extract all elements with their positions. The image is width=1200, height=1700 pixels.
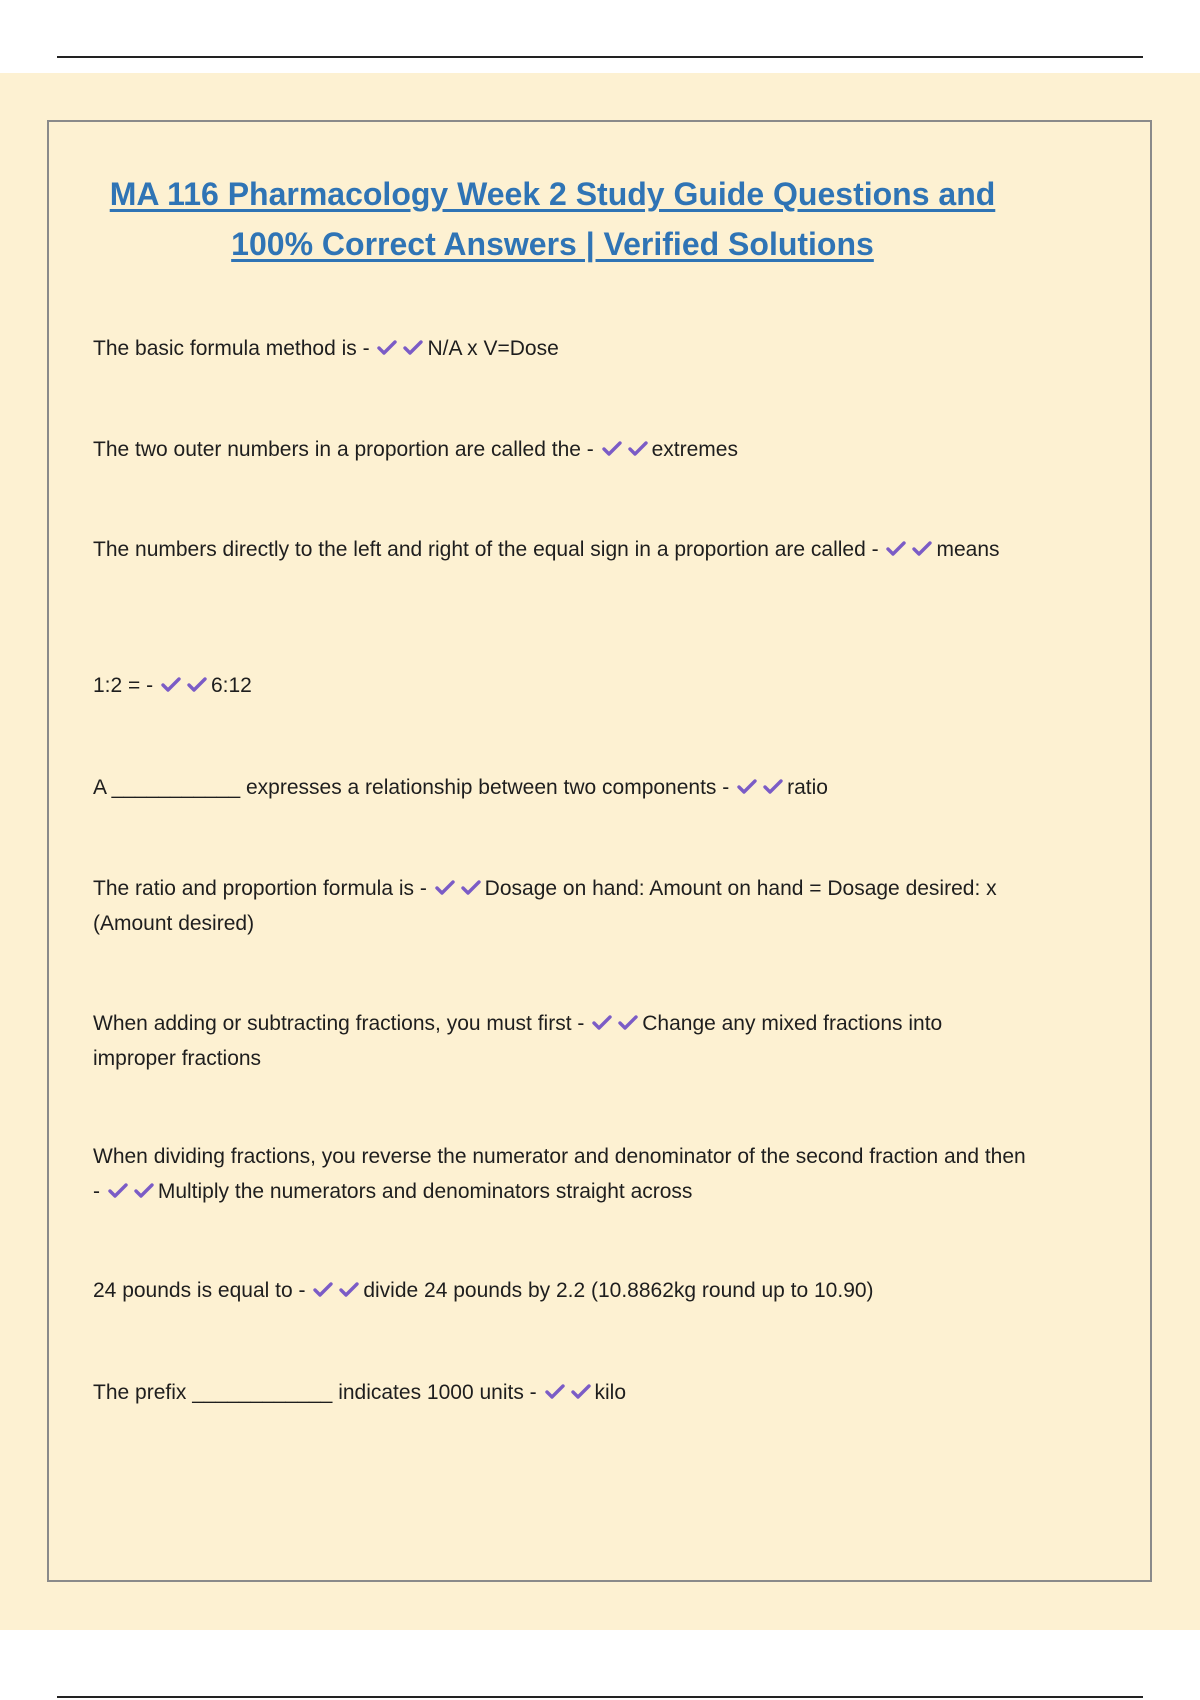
answer-text: means — [936, 538, 1000, 561]
answer-text: ratio — [787, 776, 828, 799]
check-icon — [159, 675, 185, 695]
check-icon — [132, 1181, 158, 1201]
qa-item-1 — [93, 331, 1028, 366]
check-icon — [185, 675, 211, 695]
answer-text: divide 24 pounds by 2.2 (10.8862kg round up to 10.90) — [363, 1279, 874, 1302]
qa-item-6 — [93, 871, 1028, 941]
check-icon — [433, 878, 459, 898]
answer-text: extremes — [651, 438, 738, 461]
check-icon — [590, 1013, 616, 1033]
check-icon — [735, 777, 761, 797]
question-text: When dividing fractions, you reverse the numerator and denominator of the second fraction and then - — [93, 1145, 1026, 1203]
check-icon — [910, 539, 936, 559]
answer-text: Change any mixed fractions into improper fractions — [93, 1012, 943, 1070]
question-text: The ratio and proportion formula is - — [93, 877, 427, 900]
question-text: 1:2 = - — [93, 674, 154, 697]
answer-text: Dosage on hand: Amount on hand = Dosage desired: x (Amount desired) — [93, 877, 997, 935]
check-icon — [600, 439, 626, 459]
question-text: The two outer numbers in a proportion are called the - — [93, 438, 594, 461]
qa-item-3 — [93, 532, 1028, 567]
check-icon — [375, 338, 401, 358]
header-rule — [57, 56, 1143, 58]
document-title: MA 116 Pharmacology Week 2 Study Guide Questions and 100% Correct Answers | Verified Solutions — [109, 176, 996, 262]
question-text: The prefix ____________ indicates 1000 units - — [93, 1381, 537, 1404]
check-icon — [459, 878, 485, 898]
qa-item-2 — [93, 432, 1028, 467]
check-icon — [626, 439, 652, 459]
check-icon — [543, 1382, 569, 1402]
check-icon — [337, 1280, 363, 1300]
check-icon — [106, 1181, 132, 1201]
footer-rule — [57, 1696, 1143, 1698]
check-icon — [311, 1280, 337, 1300]
qa-item-4 — [93, 668, 1028, 703]
answer-text: kilo — [594, 1381, 627, 1404]
page-background — [0, 73, 1200, 1630]
question-text: 24 pounds is equal to - — [93, 1279, 306, 1302]
qa-item-9 — [93, 1273, 1028, 1308]
check-icon — [616, 1013, 642, 1033]
qa-item-5 — [93, 770, 1028, 805]
question-text: The numbers directly to the left and right of the equal sign in a proportion are called - — [93, 538, 879, 561]
qa-item-10 — [93, 1375, 1028, 1410]
check-icon — [569, 1382, 595, 1402]
qa-item-8 — [93, 1139, 1028, 1209]
check-icon — [884, 539, 910, 559]
answer-text: Multiply the numerators and denominators straight across — [157, 1180, 693, 1203]
check-icon — [761, 777, 787, 797]
question-text: The basic formula method is - — [93, 337, 370, 360]
question-text: When adding or subtracting fractions, you must first - — [93, 1012, 585, 1035]
answer-text: N/A x V=Dose — [427, 337, 559, 360]
answer-text: 6:12 — [210, 674, 252, 697]
question-text: A ___________ expresses a relationship between two components - — [93, 776, 730, 799]
check-icon — [401, 338, 427, 358]
qa-item-7 — [93, 1006, 1028, 1076]
